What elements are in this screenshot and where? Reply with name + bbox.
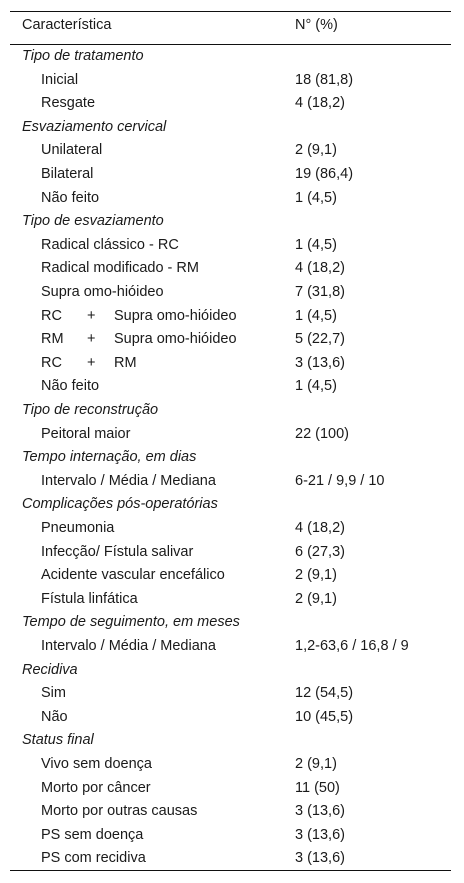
row-value: 1 (4,5): [295, 189, 337, 206]
table-row: [0, 824, 464, 847]
row-value: 2 (9,1): [295, 142, 337, 159]
row-label: Radical clássico - RC: [41, 236, 179, 253]
row-value: 3 (13,6): [295, 826, 345, 843]
section-row: [0, 659, 464, 682]
section-label: Tempo internação, em dias: [22, 449, 197, 466]
table-row: [0, 682, 464, 705]
table-row: [0, 564, 464, 587]
row-label: Unilateral: [41, 142, 103, 159]
section-label: Tipo de esvaziamento: [22, 213, 164, 230]
table-row: [0, 800, 464, 823]
row-value: 6-21 / 9,9 / 10: [295, 472, 385, 489]
table-row: [0, 470, 464, 493]
table-bottom-rule: [10, 870, 451, 871]
table-row: [0, 281, 464, 304]
row-value: 10 (45,5): [295, 708, 354, 725]
table-row: [0, 257, 464, 280]
row-label: Inicial: [41, 71, 79, 88]
row-value: 1 (4,5): [295, 378, 337, 395]
section-label: Recidiva: [22, 661, 78, 678]
row-value: 7 (31,8): [295, 284, 345, 300]
table-row: [0, 328, 464, 351]
row-label: Não feito: [41, 189, 100, 206]
table-row: [0, 163, 464, 186]
section-row: [0, 45, 464, 68]
section-row: [0, 446, 464, 469]
row-value: 22 (100): [295, 425, 350, 442]
table-row: [0, 753, 464, 776]
table-row: [0, 588, 464, 611]
row-label-plus: +: [87, 307, 96, 324]
row-value: 5 (22,7): [295, 331, 345, 348]
row-value: 1 (4,5): [295, 307, 337, 324]
row-value: 2 (9,1): [295, 590, 337, 607]
table-row: [0, 706, 464, 729]
row-label: Vivo sem doença: [41, 756, 152, 772]
row-label-plus: +: [87, 331, 96, 348]
row-label-part-a: RC: [41, 307, 62, 324]
table-row: [0, 187, 464, 210]
row-value: 3 (13,6): [295, 354, 345, 371]
section-row: [0, 729, 464, 752]
row-value: 2 (9,1): [295, 567, 337, 584]
row-label: Supra omo-hióideo: [41, 284, 164, 300]
header-count-percent: N° (%): [295, 17, 338, 33]
table-row: [0, 777, 464, 800]
row-value: 19 (86,4): [295, 166, 354, 182]
row-label: Pneumonia: [41, 520, 115, 536]
row-value: 1,2-63,6 / 16,8 / 9: [295, 638, 409, 654]
row-value: 18 (81,8): [295, 71, 354, 88]
section-label: Tempo de seguimento, em meses: [22, 614, 240, 631]
section-label: Tipo de tratamento: [22, 48, 144, 64]
row-value: 3 (13,6): [295, 803, 345, 820]
row-label: Intervalo / Média / Mediana: [41, 638, 216, 654]
row-label: Acidente vascular encefálico: [41, 567, 225, 584]
section-label: Esvaziamento cervical: [22, 118, 167, 135]
table-row: [0, 69, 464, 92]
table-row: [0, 375, 464, 398]
row-label-part-b: RM: [114, 354, 137, 371]
row-label: Não feito: [41, 378, 100, 395]
row-value: 4 (18,2): [295, 95, 345, 112]
row-value: 4 (18,2): [295, 260, 345, 277]
row-label-part-a: RM: [41, 331, 64, 348]
row-value: 2 (9,1): [295, 756, 337, 772]
section-row: [0, 210, 464, 233]
section-row: [0, 399, 464, 422]
row-label: Resgate: [41, 95, 96, 112]
row-label-plus: +: [87, 354, 96, 371]
row-label: PS sem doença: [41, 826, 144, 843]
table-row: [0, 92, 464, 115]
row-label: Bilateral: [41, 166, 94, 182]
row-value: 11 (50): [295, 779, 340, 796]
table-row: [0, 423, 464, 446]
section-row: [0, 611, 464, 634]
table-row: [0, 517, 464, 540]
row-label-part-a: RC: [41, 354, 62, 371]
row-label: PS com recidiva: [41, 850, 146, 867]
row-value: 6 (27,3): [295, 543, 345, 560]
section-label: Tipo de reconstrução: [22, 402, 159, 418]
table-row: [0, 541, 464, 564]
row-label: Não: [41, 708, 68, 725]
table-row: [0, 305, 464, 328]
table-row: [0, 352, 464, 375]
row-label: Morto por outras causas: [41, 803, 198, 820]
table-row: [0, 234, 464, 257]
section-row: [0, 116, 464, 139]
row-label-part-b: Supra omo-hióideo: [114, 307, 237, 324]
table-top-rule: [10, 11, 451, 12]
row-label: Fístula linfática: [41, 590, 138, 607]
row-label: Infecção/ Fístula salivar: [41, 543, 194, 560]
row-label-part-b: Supra omo-hióideo: [114, 331, 237, 348]
row-label: Morto por câncer: [41, 779, 151, 796]
row-value: 12 (54,5): [295, 685, 354, 702]
row-label: Intervalo / Média / Mediana: [41, 472, 216, 489]
section-label: Status final: [22, 732, 94, 749]
row-label: Sim: [41, 685, 66, 702]
header-characteristic: Característica: [22, 17, 112, 33]
section-label: Complicações pós-operatórias: [22, 496, 218, 513]
table-row: [0, 635, 464, 658]
row-value: 1 (4,5): [295, 236, 337, 253]
row-label: Radical modificado - RM: [41, 260, 199, 277]
row-value: 3 (13,6): [295, 850, 345, 867]
table-row: [0, 847, 464, 870]
row-value: 4 (18,2): [295, 520, 345, 536]
table-row: [0, 139, 464, 162]
row-label: Peitoral maior: [41, 425, 131, 442]
section-row: [0, 493, 464, 516]
